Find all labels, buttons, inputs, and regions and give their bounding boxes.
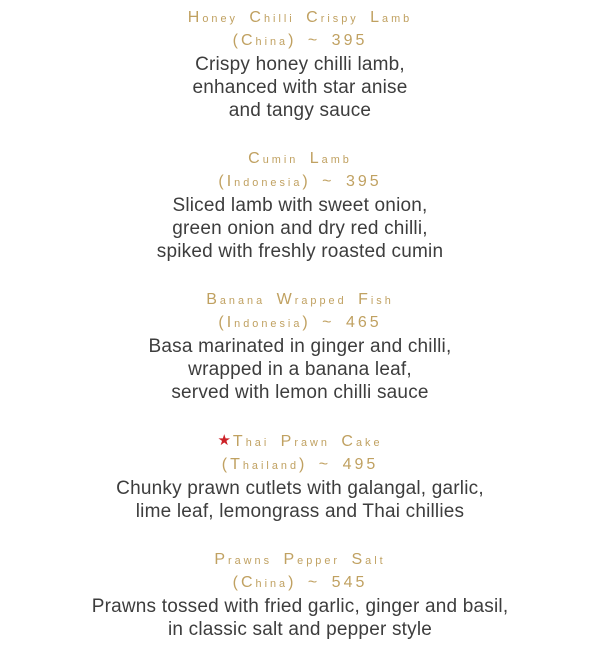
dish-origin-price-text: (China) ~ 395 — [232, 32, 368, 49]
dish-description — [0, 194, 600, 263]
dish-origin-price — [0, 30, 600, 53]
dish-description-line: Prawns tossed with fried garlic, ginger and basil, — [91, 596, 509, 617]
dish-origin-price-text: (China) ~ 545 — [232, 574, 368, 591]
menu-item — [0, 549, 600, 641]
dish-description-line: served with lemon chilli sauce — [171, 382, 429, 403]
dish-origin-price — [0, 312, 600, 335]
dish-description — [0, 595, 600, 641]
dish-description-line: lime leaf, lemongrass and Thai chillies — [135, 501, 465, 522]
dish-name — [0, 549, 600, 572]
dish-description-line: spiked with freshly roasted cumin — [156, 241, 444, 262]
dish-name-text: Cumin Lamb — [248, 150, 352, 167]
dish-description-line: Chunky prawn cutlets with galangal, garlic, — [116, 478, 484, 499]
dish-origin-price-text: (Thailand) ~ 495 — [221, 456, 379, 473]
menu-item — [0, 289, 600, 404]
dish-description-line: green onion and dry red chilli, — [172, 218, 428, 239]
dish-origin-price — [0, 454, 600, 477]
dish-description-line: enhanced with star anise — [192, 77, 408, 98]
dish-name-text: Honey Chilli Crispy Lamb — [187, 9, 413, 26]
dish-description-line: Sliced lamb with sweet onion, — [172, 195, 428, 216]
dish-description-line: wrapped in a banana leaf, — [188, 359, 412, 380]
dish-origin-price-text: (Indonesia) ~ 465 — [218, 314, 382, 331]
dish-description-line: and tangy sauce — [228, 100, 372, 121]
dish-description — [0, 53, 600, 122]
dish-description — [0, 477, 600, 523]
menu-item — [0, 148, 600, 263]
dish-origin-price-text: (Indonesia) ~ 395 — [218, 173, 382, 190]
dish-origin-price — [0, 572, 600, 595]
dish-description-line: Basa marinated in ginger and chilli, — [148, 336, 452, 357]
dish-description — [0, 335, 600, 404]
menu-item — [0, 430, 600, 523]
dish-description-line: Crispy honey chilli lamb, — [195, 54, 405, 75]
dish-name-text: Banana Wrapped Fish — [206, 291, 394, 308]
dish-name — [0, 7, 600, 30]
dish-name-text: Thai Prawn Cake — [232, 433, 383, 450]
dish-description-line: in classic salt and pepper style — [167, 619, 433, 640]
dish-name — [0, 430, 600, 454]
dish-name-text: Prawns Pepper Salt — [214, 551, 386, 568]
menu-item — [0, 7, 600, 122]
dish-origin-price — [0, 171, 600, 194]
dish-name — [0, 148, 600, 171]
dish-name — [0, 289, 600, 312]
signature-star-icon: ★ — [217, 432, 231, 449]
